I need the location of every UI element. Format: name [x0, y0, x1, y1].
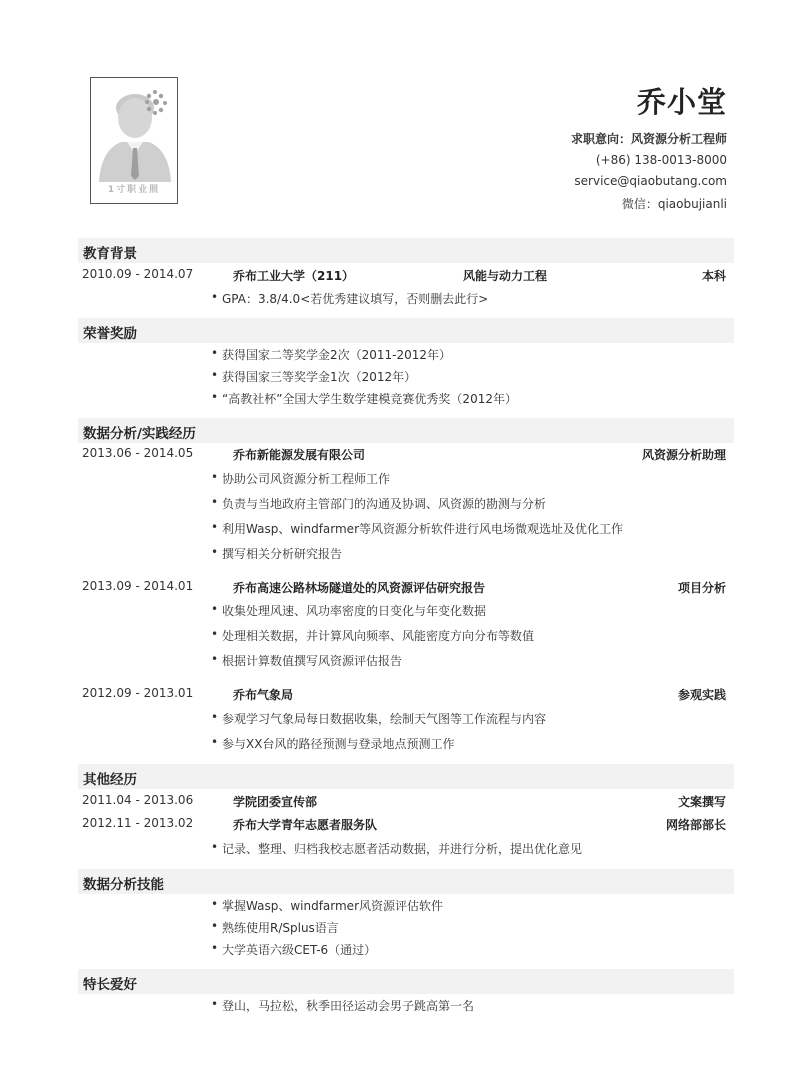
list-item: • 收集处理风速、风功率密度的日变化与年变化数据: [222, 602, 486, 619]
section-title: 数据分析/实践经历: [83, 426, 196, 442]
organization-name: 乔布新能源发展有限公司: [233, 448, 366, 462]
list-item: • 获得国家三等奖学金1次（2012年）: [222, 368, 416, 385]
photo-caption: 1寸职业照: [107, 185, 161, 195]
section-skills: [78, 869, 734, 894]
list-item: • 负责与当地政府主管部门的沟通及协调、风资源的勘测与分析: [222, 495, 546, 512]
role-title: 网络部部长: [665, 818, 726, 832]
list-item: • GPA：3.8/4.0<若优秀建议填写，否则删去此行>: [222, 290, 488, 307]
role-title: 项目分析: [677, 581, 726, 595]
list-item: • 撰写相关分析研究报告: [222, 545, 342, 562]
list-item: • 根据计算数值撰写风资源评估报告: [222, 652, 402, 669]
list-item: • 获得国家二等奖学金2次（2011-2012年）: [222, 346, 451, 363]
list-item: • 处理相关数据，并计算风向频率、风能密度方向分布等数值: [222, 627, 534, 644]
experience-date: 2012.11 - 2013.02: [82, 816, 194, 830]
education-row: [82, 267, 726, 285]
list-item: • 利用Wasp、windfarmer等风资源分析软件进行风电场微观选址及优化工作: [222, 520, 623, 537]
list-item: • 掌握Wasp、windfarmer风资源评估软件: [222, 897, 443, 914]
experience-date: 2013.06 - 2014.05: [82, 446, 194, 460]
section-title: 数据分析技能: [83, 877, 164, 893]
list-item: • 记录、整理、归档我校志愿者活动数据，并进行分析，提出优化意见: [222, 840, 582, 857]
section-title: 教育背景: [83, 246, 137, 262]
experience-row: [82, 816, 726, 834]
experience-row: [82, 579, 726, 597]
list-item: • 参与XX台风的路径预测与登录地点预测工作: [222, 735, 454, 752]
experience-row: [82, 793, 726, 811]
section-title: 荣誉奖励: [83, 326, 137, 342]
section-education: [78, 238, 734, 263]
section-title: 其他经历: [83, 772, 137, 788]
experience-row: [82, 446, 726, 464]
role-title: 参观实践: [677, 688, 726, 702]
phone-number: (+86) 138-0013-8000: [595, 153, 727, 167]
experience-date: 2011.04 - 2013.06: [82, 793, 194, 807]
candidate-name: 乔小堂: [636, 85, 727, 119]
major-name: 风能与动力工程: [463, 269, 548, 283]
role-title: 风资源分析助理: [641, 448, 726, 462]
list-item: • 熟练使用R/Splus语言: [222, 919, 339, 936]
email-address: service@qiaobutang.com: [574, 174, 727, 188]
organization-name: 乔布气象局: [233, 688, 294, 702]
experience-row: [82, 686, 726, 704]
list-item: • 参观学习气象局每日数据收集，绘制天气图等工作流程与内容: [222, 710, 546, 727]
wechat-id: 微信：qiaobujianli: [621, 197, 727, 211]
section-other: [78, 764, 734, 789]
list-item: • 登山，马拉松，秋季田径运动会男子跳高第一名: [222, 997, 474, 1014]
degree: 本科: [701, 269, 726, 283]
profile-photo: [90, 77, 178, 204]
list-item: • 大学英语六级CET-6（通过）: [222, 941, 376, 958]
organization-name: 学院团委宣传部: [233, 795, 318, 809]
school-name: 乔布工业大学（211）: [233, 269, 355, 283]
section-honors: [78, 318, 734, 343]
role-title: 文案撰写: [677, 795, 726, 809]
list-item: • 协助公司风资源分析工程师工作: [222, 470, 390, 487]
organization-name: 乔布高速公路林场隧道处的风资源评估研究报告: [233, 581, 486, 595]
organization-name: 乔布大学青年志愿者服务队: [233, 818, 378, 832]
section-hobbies: [78, 969, 734, 994]
education-date: 2010.09 - 2014.07: [82, 267, 194, 281]
job-objective: 求职意向：风资源分析工程师: [570, 132, 727, 146]
section-experience: [78, 418, 734, 443]
experience-date: 2013.09 - 2014.01: [82, 579, 194, 593]
section-title: 特长爱好: [83, 977, 137, 993]
list-item: • “高教社杯”全国大学生数学建模竞赛优秀奖（2012年）: [222, 390, 517, 407]
experience-date: 2012.09 - 2013.01: [82, 686, 194, 700]
